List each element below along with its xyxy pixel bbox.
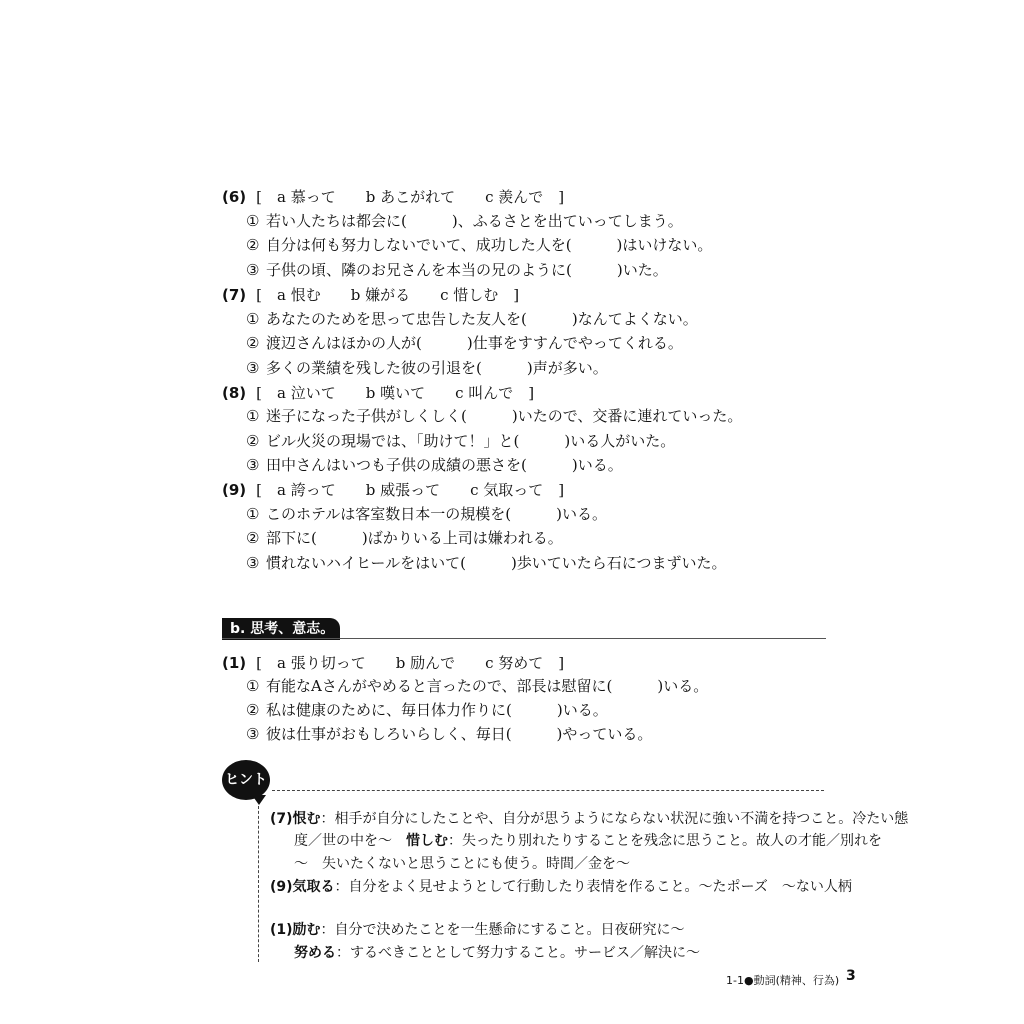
question-options: [ a 張り切って b 励んで c 努めて ] <box>256 654 565 672</box>
list-item: ③ 子供の頃、隣のお兄さんを本当の兄のように( )いた。 <box>246 261 668 279</box>
hint-badge-tail <box>252 795 266 805</box>
list-item: ③ 慣れないハイヒールをはいて( )歩いていたら石につまずいた。 <box>246 554 727 572</box>
question-number: (7) <box>222 286 247 304</box>
question-options: [ a 慕って b あこがれて c 羨んで ] <box>256 188 565 206</box>
question-options: [ a 誇って b 威張って c 気取って ] <box>256 481 565 499</box>
question-number: (6) <box>222 188 247 206</box>
item-text: 若い人たちは都会に( )、ふるさとを出ていってしまう。 <box>266 212 683 230</box>
question-9-header <box>222 479 564 500</box>
list-item: ① あなたのためを思って忠告した友人を( )なんてよくない。 <box>246 310 698 328</box>
item-text: 有能なAさんがやめると言ったので、部長は慰留に( )いる。 <box>266 677 709 695</box>
item-text: 田中さんはいつも子供の成績の悪さを( )いる。 <box>266 456 623 474</box>
item-text: 子供の頃、隣のお兄さんを本当の兄のように( )いた。 <box>266 261 668 279</box>
hint-border-top <box>272 790 824 791</box>
list-item: ① 迷子になった子供がしくしく( )いたので、交番に連れていった。 <box>246 407 743 425</box>
list-item: ③ 田中さんはいつも子供の成績の悪さを( )いる。 <box>246 456 623 474</box>
question-number: (9) <box>222 481 247 499</box>
question-8-header <box>222 382 534 403</box>
hint-line: (9)気取る：自分をよく見せようとして行動したり表情を作ること。～たポーズ ～ない人柄 <box>270 879 852 895</box>
item-text: 迷子になった子供がしくしく( )いたので、交番に連れていった。 <box>266 407 743 425</box>
chapter-title: 1-1●動詞(精神、行為) <box>726 974 840 987</box>
list-item: ③ 多くの業績を残した彼の引退を( )声が多い。 <box>246 359 608 377</box>
list-item: ② 部下に( )ばかりいる上司は嫌われる。 <box>246 529 563 547</box>
item-text: あなたのためを思って忠告した友人を( )なんてよくない。 <box>266 310 698 328</box>
hint-line: (7)恨む：相手が自分にしたことや、自分が思うようにならない状況に強い不満を持つこと。冷たい態 <box>270 811 909 827</box>
hint-line: 度／世の中を～ 惜しむ：失ったり別れたりすることを残念に思うこと。故人の才能／別れを <box>294 833 882 849</box>
list-item: ② 渡辺さんはほかの人が( )仕事をすすんでやってくれる。 <box>246 334 683 352</box>
question-1-header <box>222 652 564 673</box>
list-item: ② 自分は何も努力しないでいて、成功した人を( )はいけない。 <box>246 236 713 254</box>
question-number: (1) <box>222 654 247 672</box>
hint-line: (1)励む：自分で決めたことを一生懸命にすること。日夜研究に～ <box>270 922 685 938</box>
section-title: b. 思考、意志。 <box>222 618 340 640</box>
hint-border-left <box>258 806 259 962</box>
list-item: ③ 彼は仕事がおもしろいらしく、毎日( )やっている。 <box>246 725 653 743</box>
item-text: 慣れないハイヒールをはいて( )歩いていたら石につまずいた。 <box>266 554 727 572</box>
item-text: 私は健康のために、毎日体力作りに( )いる。 <box>266 701 608 719</box>
item-text: ビル火災の現場では、「助けて！」と( )いる人がいた。 <box>266 432 676 450</box>
hint-badge: ヒント <box>222 760 270 800</box>
hint-line: ～ 失いたくないと思うことにも使う。時間／金を～ <box>294 856 630 872</box>
item-text: 多くの業績を残した彼の引退を( )声が多い。 <box>266 359 608 377</box>
list-item: ① 有能なAさんがやめると言ったので、部長は慰留に( )いる。 <box>246 677 709 695</box>
item-text: 自分は何も努力しないでいて、成功した人を( )はいけない。 <box>266 236 713 254</box>
section-divider <box>222 638 826 639</box>
question-options: [ a 泣いて b 嘆いて c 叫んで ] <box>256 384 535 402</box>
list-item: ② ビル火災の現場では、「助けて！」と( )いる人がいた。 <box>246 432 676 450</box>
list-item: ① このホテルは客室数日本一の規模を( )いる。 <box>246 505 607 523</box>
list-item: ② 私は健康のために、毎日体力作りに( )いる。 <box>246 701 608 719</box>
item-text: このホテルは客室数日本一の規模を( )いる。 <box>266 505 607 523</box>
question-options: [ a 恨む b 嫌がる c 惜しむ ] <box>256 286 520 304</box>
hint-line: 努める：するべきこととして努力すること。サービス／解決に～ <box>294 945 700 961</box>
list-item: ① 若い人たちは都会に( )、ふるさとを出ていってしまう。 <box>246 212 683 230</box>
item-text: 彼は仕事がおもしろいらしく、毎日( )やっている。 <box>266 725 653 743</box>
item-text: 渡辺さんはほかの人が( )仕事をすすんでやってくれる。 <box>266 334 683 352</box>
question-7-header <box>222 284 519 305</box>
question-6-header <box>222 186 564 207</box>
page-number: 3 <box>846 968 856 984</box>
question-number: (8) <box>222 384 247 402</box>
item-text: 部下に( )ばかりいる上司は嫌われる。 <box>266 529 563 547</box>
